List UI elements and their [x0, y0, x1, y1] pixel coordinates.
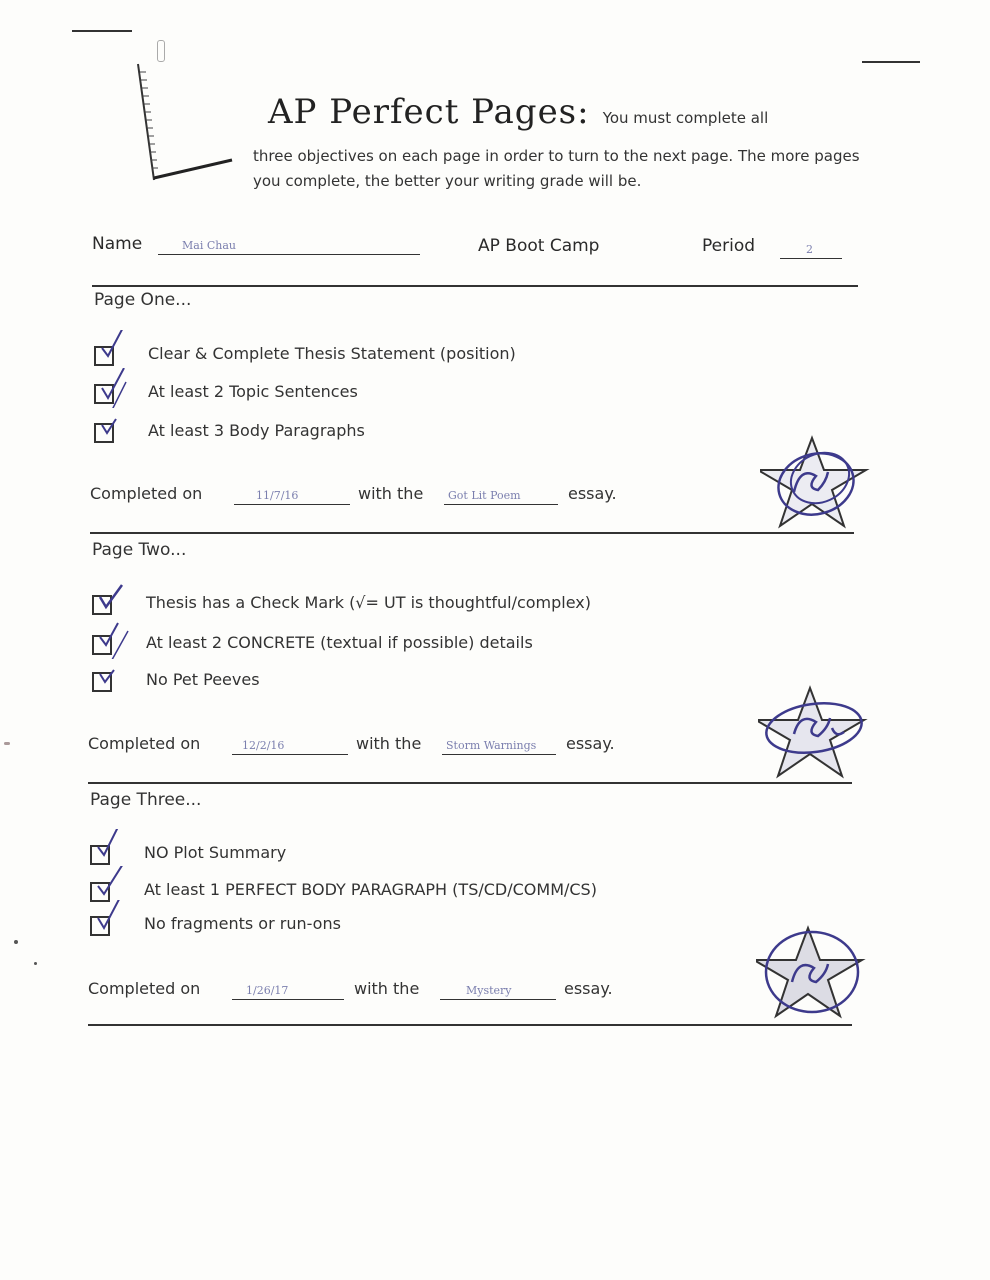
- scan-speck: [14, 940, 18, 944]
- essay-label: essay.: [564, 979, 613, 998]
- item-label: No Pet Peeves: [146, 670, 260, 689]
- divider: [88, 1024, 852, 1026]
- name-value: Mai Chau: [182, 239, 236, 252]
- instructions-intro: You must complete all: [602, 109, 769, 127]
- check-mark-icon: [94, 619, 134, 659]
- essay-name: Storm Warnings: [446, 739, 537, 752]
- check-mark-icon: [96, 330, 136, 370]
- item-label: Clear & Complete Thesis Statement (position): [148, 344, 516, 363]
- page-three-item-3[interactable]: [90, 914, 710, 942]
- notepad-logo-icon: [128, 62, 238, 182]
- essay-label: essay.: [566, 734, 615, 753]
- completed-date: 11/7/16: [256, 489, 299, 502]
- completed-date-field[interactable]: [234, 482, 350, 505]
- essay-name: Got Lit Poem: [448, 489, 521, 502]
- item-label: At least 1 PERFECT BODY PARAGRAPH (TS/CD/COMM/CS): [144, 880, 597, 899]
- title-block: [268, 92, 888, 132]
- class-label: AP Boot Camp: [478, 236, 600, 256]
- check-mark-icon: [92, 829, 132, 869]
- item-label: No fragments or run-ons: [144, 914, 341, 933]
- completed-on-label: Completed on: [88, 979, 201, 998]
- star-stamp-icon: [756, 922, 866, 1022]
- item-label: Thesis has a Check Mark (√= UT is thoughtful/complex): [146, 593, 591, 612]
- essay-name-field[interactable]: [442, 732, 556, 755]
- star-stamp-icon: [760, 432, 870, 532]
- page-one-item-1[interactable]: [94, 344, 654, 372]
- completed-on-label: Completed on: [90, 484, 203, 503]
- scan-speck: [34, 962, 37, 965]
- divider: [88, 782, 852, 784]
- essay-name: Mystery: [466, 984, 512, 997]
- page-two-item-3[interactable]: [92, 670, 712, 698]
- item-label: At least 3 Body Paragraphs: [148, 421, 365, 440]
- essay-name-field[interactable]: [440, 977, 556, 1000]
- instructions-text: three objectives on each page in order to turn to the next page. The more pages you complete, the better your writing grade will be.: [253, 147, 860, 190]
- divider: [92, 285, 858, 287]
- scan-mark: [862, 61, 920, 63]
- page-three-item-1[interactable]: [90, 843, 710, 871]
- page-one-completed-row: [90, 484, 650, 514]
- essay-name-field[interactable]: [444, 482, 558, 505]
- page-two-item-1[interactable]: [92, 593, 712, 621]
- period-field[interactable]: [780, 236, 842, 259]
- page-three-completed-row: [88, 979, 648, 1009]
- period-label: Period: [702, 236, 756, 256]
- check-mark-icon: [94, 579, 134, 619]
- name-label: Name: [92, 234, 143, 254]
- page-one-item-3[interactable]: [94, 421, 654, 449]
- with-the-label: with the: [358, 484, 424, 503]
- page-one-title: Page One...: [94, 290, 192, 310]
- item-label: At least 2 Topic Sentences: [148, 382, 358, 401]
- completed-date-field[interactable]: [232, 977, 344, 1000]
- page-one-item-2[interactable]: [94, 382, 654, 410]
- check-mark-icon: [96, 407, 136, 447]
- page-two-item-2[interactable]: [92, 633, 712, 661]
- completed-date-field[interactable]: [232, 732, 348, 755]
- completed-date: 12/2/16: [242, 739, 285, 752]
- check-mark-icon: [96, 368, 136, 408]
- page-two-completed-row: [88, 734, 648, 764]
- scan-speck: [4, 742, 10, 745]
- page-three-item-2[interactable]: [90, 880, 710, 908]
- with-the-label: with the: [354, 979, 420, 998]
- scan-mark: [72, 30, 132, 32]
- check-mark-icon: [94, 656, 134, 696]
- check-mark-icon: [92, 900, 132, 940]
- star-stamp-icon: [758, 684, 868, 784]
- name-field[interactable]: [158, 232, 420, 255]
- item-label: At least 2 CONCRETE (textual if possible) details: [146, 633, 533, 652]
- page-three-title: Page Three...: [90, 790, 202, 810]
- staple-mark: [157, 40, 165, 62]
- student-info-row: [92, 232, 862, 266]
- completed-date: 1/26/17: [246, 984, 289, 997]
- page-two-title: Page Two...: [92, 540, 187, 560]
- item-label: NO Plot Summary: [144, 843, 287, 862]
- period-value: 2: [806, 243, 813, 256]
- essay-label: essay.: [568, 484, 617, 503]
- divider: [90, 532, 854, 534]
- page-title: AP Perfect Pages:: [268, 92, 590, 132]
- completed-on-label: Completed on: [88, 734, 201, 753]
- with-the-label: with the: [356, 734, 422, 753]
